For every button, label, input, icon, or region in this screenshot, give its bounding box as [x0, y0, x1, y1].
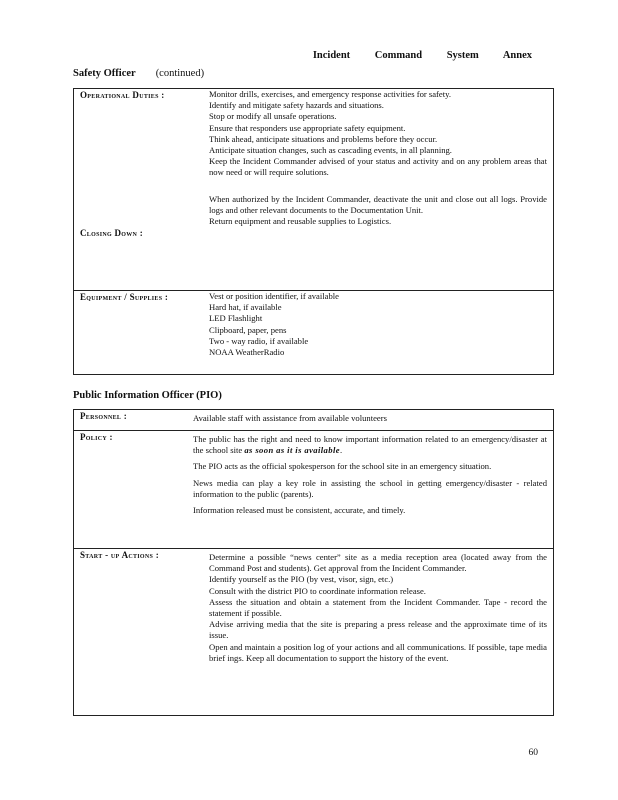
startup-item: Determine a possible “news center” site as a media reception area (located away from the Command Post and students). Get approval from the Incident Commander. — [209, 552, 547, 574]
safety-officer-table — [73, 88, 554, 375]
policy-label: Policy : — [80, 432, 113, 442]
equipment-supplies-label: Equipment / Supplies : — [80, 292, 169, 302]
personnel-text: Available staff with assistance from available volunteers — [193, 413, 387, 423]
duty-item: Monitor drills, exercises, and emergency response activities for safety. — [209, 89, 451, 99]
equipment-item: NOAA WeatherRadio — [209, 347, 285, 358]
safety-officer-heading: Safety Officer (continued) — [73, 68, 205, 79]
duty-item: Identify and mitigate safety hazards and situations. — [209, 100, 384, 111]
duty-item: Keep the Incident Commander advised of your status and activity and on any problem areas that now need or will require solutions. — [209, 156, 547, 178]
policy-row — [74, 431, 553, 549]
duty-item: Think ahead, anticipate situations and problems before they occur. — [209, 133, 438, 144]
closing-item: When authorized by the Incident Commander, deactivate the unit and close out all logs. Provide logs and other relevant documents to the Documentation Unit. — [209, 193, 547, 215]
personnel-row — [74, 410, 553, 431]
startup-label: Start - up Actions : — [80, 550, 160, 560]
equipment-row — [74, 291, 553, 374]
closing-down-label: Closing Down : — [80, 228, 144, 238]
duties-row — [74, 89, 553, 291]
equipment-item: LED Flashlight — [209, 313, 263, 324]
equipment-item: Hard hat, if available — [209, 302, 282, 313]
equipment-item: Clipboard, paper, pens — [209, 324, 287, 335]
policy-para: The PIO acts as the official spokesperson for the school site in an emergency situation. — [193, 461, 492, 472]
duty-item: Stop or modify all unsafe operations. — [209, 111, 337, 122]
personnel-label: Personnel : — [80, 411, 128, 421]
startup-item: Open and maintain a position log of your actions and all communications. If possible, tape media brief ings. Keep all documentation to support the history of the event. — [209, 641, 547, 663]
startup-row — [74, 549, 553, 715]
startup-item: Consult with the district PIO to coordinate information release. — [209, 585, 426, 596]
equipment-item: Two - way radio, if available — [209, 335, 309, 346]
policy-para: The public has the right and need to know important information related to an emergency/disaster at the school site as soon as it is available. — [193, 434, 547, 456]
running-header: Incident Command System Annex — [312, 50, 532, 61]
closing-item: Return equipment and reusable supplies to Logistics. — [209, 216, 392, 227]
policy-para: News media can play a key role in assisting the school in getting emergency/disaster - related information to the public (parents). — [193, 477, 547, 499]
equipment-item: Vest or position identifier, if available — [209, 291, 339, 301]
startup-item: Identify yourself as the PIO (by vest, visor, sign, etc.) — [209, 574, 394, 585]
startup-item: Advise arriving media that the site is preparing a press release and the approximate time of its issue. — [209, 619, 547, 641]
duty-item: Anticipate situation changes, such as cascading events, in all planning. — [209, 145, 452, 156]
duty-item: Ensure that responders use appropriate safety equipment. — [209, 122, 406, 133]
pio-table — [73, 409, 554, 716]
page-number: 60 — [528, 748, 538, 758]
pio-heading: Public Information Officer (PIO) — [73, 390, 222, 401]
operational-duties-label: Operational Duties : — [80, 90, 165, 100]
startup-item: Assess the situation and obtain a statement from the Incident Commander. Tape - record the statement if possible. — [209, 596, 547, 619]
policy-para: Information released must be consistent, accurate, and timely. — [193, 505, 406, 516]
